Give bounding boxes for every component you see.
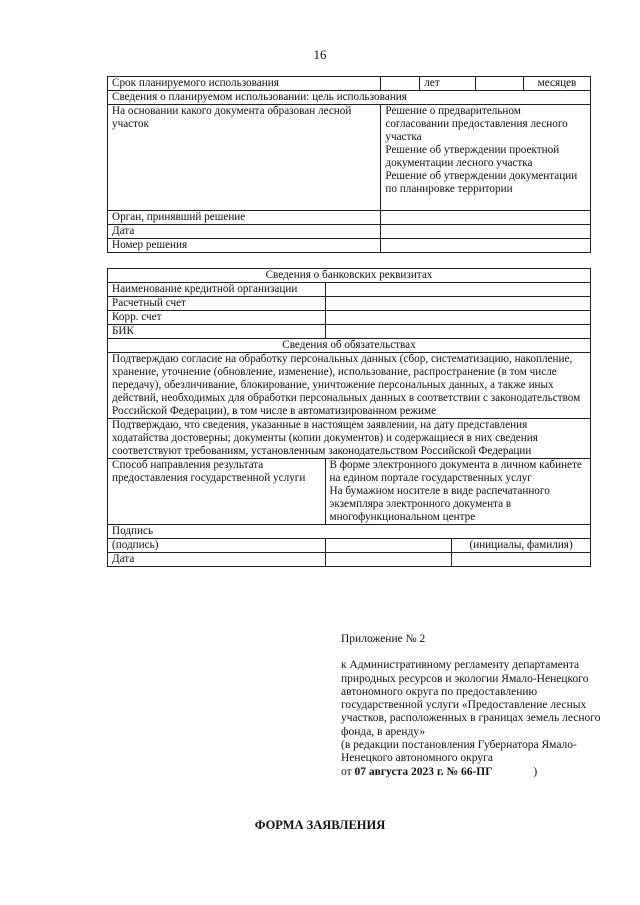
usage-years-field[interactable] [381,77,420,91]
basis-option-planning-doc[interactable]: Решение об утверждении документации по планировке территории [385,170,578,195]
decision-number-field[interactable] [381,239,591,253]
page-number: 16 [313,47,327,62]
account-label: Расчетный счет [108,297,326,311]
edition-suffix: ) [533,765,538,778]
months-label: месяцев [524,77,591,91]
years-label: лет [420,77,476,91]
signature-date-extra[interactable] [452,553,591,567]
signature-date-field[interactable] [325,553,452,567]
basis-options-cell[interactable] [381,105,591,211]
basis-option-preliminary[interactable]: Решение о предварительном согласовании предоставления лесного участка [385,105,568,143]
decision-date-label: Дата [108,225,381,239]
decision-number-label: Номер решения [108,239,381,253]
decision-date-field[interactable] [381,225,591,239]
usage-period-row [108,77,591,91]
bank-name-label: Наименование кредитной организации [108,283,326,297]
result-option-paper[interactable]: На бумажном носителе в виде распечатанного экземпляра электронного документа в многофункциональном центре [329,485,550,523]
corr-account-field[interactable] [325,311,590,325]
signature-date-label: Дата [108,553,326,567]
result-option-electronic[interactable]: В форме электронного документа в личном кабинете на едином портале государственных услуг [329,459,582,484]
confirm-text: Подтверждаю, что сведения, указанные в настоящем заявлении, на дату представления ходатайства достоверны; документы (копии документов) и содержащиеся в них сведения соответствуют требованиям, установленным законодательством Российской Федерации [108,419,591,459]
appendix-block [341,633,611,779]
bank-header: Сведения о банковских реквизитах [108,269,591,283]
edition-prefix: от [341,765,352,778]
corr-account-label: Корр. счет [108,311,326,325]
result-options-cell[interactable] [325,459,590,525]
consent-text: Подтверждаю согласие на обработку персональных данных (сбор, систематизацию, накопление, хранение, уточнение (обновление, изменение), использование, распространение (в том числе передачу), обезличивание, блокирование, уничтожение персональных данных, а также иных действий, необходимых для обработки персональных данных в соответствии с законодательством Российской Федерации), в том числе в автоматизированном режиме [108,353,591,419]
bik-label: БИК [108,325,326,339]
form-title: ФОРМА ЗАЯВЛЕНИЯ [254,818,386,832]
bank-name-field[interactable] [325,283,590,297]
authority-label: Орган, принявший решение [108,211,381,225]
appendix-edition-line [341,766,611,779]
bank-obligations-table [107,268,591,567]
bik-field[interactable] [325,325,590,339]
planned-use-table [107,76,591,253]
obligations-header: Сведения об обязательствах [108,339,591,353]
usage-months-field[interactable] [476,77,524,91]
signature-sub: (подпись) [108,539,326,553]
appendix-title: Приложение № 2 [341,633,426,645]
basis-doc-label: На основании какого документа образован лесной участок [108,105,381,211]
result-method-label: Способ направления результата предоставления государственной услуги [108,459,326,525]
appendix-text: к Административному регламенту департамента природных ресурсов и экологии Ямало-Ненецкого автономного округа по предоставлению государственной услуги «Предоставление лесных участков, расположенных в границах земель лесного фонда, в аренду» [341,659,601,738]
basis-option-project-doc[interactable]: Решение об утверждении проектной документации лесного участка [385,144,560,169]
edition-date: 07 августа 2023 г. № 66-ПГ [354,765,493,778]
usage-period-label: Срок планируемого использования [108,77,381,91]
appendix-edition-note: (в редакции постановления Губернатора Ямало-Ненецкого автономного округа [341,739,577,765]
account-field[interactable] [325,297,590,311]
signature-label: Подпись [108,525,591,539]
purpose-header: Сведения о планируемом использовании: цель использования [108,91,591,105]
initials-sub: (инициалы, фамилия) [452,539,591,553]
signature-field[interactable] [325,539,452,553]
authority-field[interactable] [381,211,591,225]
